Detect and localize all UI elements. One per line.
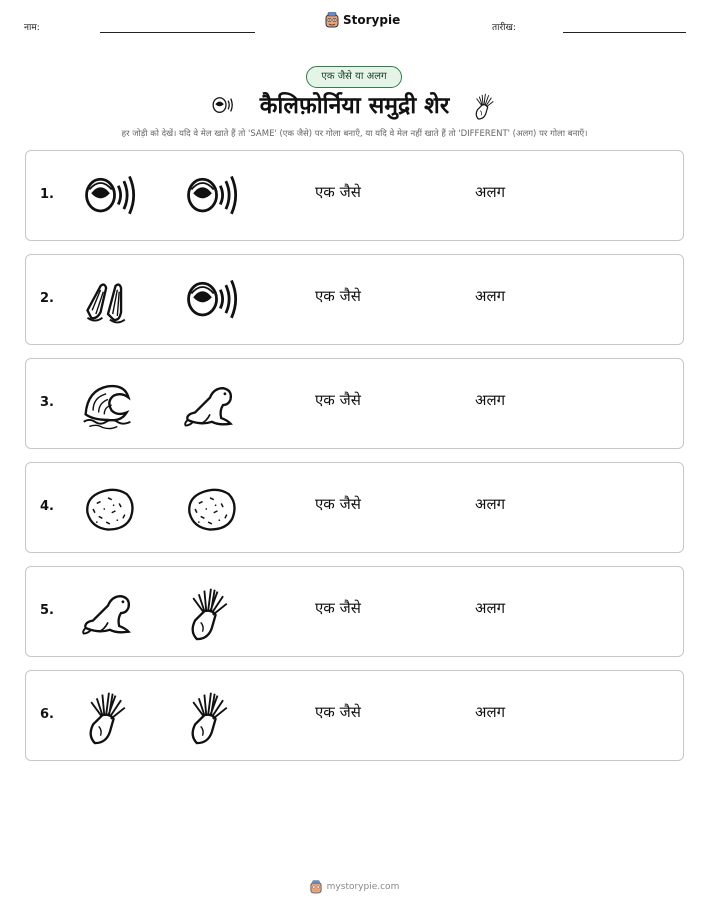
rock-icon (78, 481, 138, 537)
sea-lion-icon (180, 377, 240, 433)
question-number: 2. (40, 291, 54, 306)
question-row (25, 462, 684, 553)
question-number: 4. (40, 499, 54, 514)
question-number: 3. (40, 395, 54, 410)
brand (325, 12, 400, 28)
brand-name: Storypie (343, 13, 401, 27)
bark-icon (180, 169, 240, 225)
same-option[interactable]: एक जैसे (315, 495, 361, 513)
footer (0, 880, 709, 894)
footer-url: mystorypie.com (326, 882, 400, 892)
title-row (0, 88, 709, 124)
same-option[interactable]: एक जैसे (315, 287, 361, 305)
sea-anemone-icon (470, 91, 498, 125)
question-number: 1. (40, 187, 54, 202)
instructions: हर जोड़ी को देखें। यदि वे मेल खाते हैं तो 'SAME' (एक जैसे) पर गोला बनाएँ, या यदि वे मेल नहीं खाते हैं तो 'DIFFERENT' (अलग) पर गोला बनाएँ। (121, 129, 588, 139)
question-row (25, 254, 684, 345)
storypie-logo-icon (325, 12, 339, 28)
rock-icon (180, 481, 240, 537)
bark-icon (78, 169, 138, 225)
same-option[interactable]: एक जैसे (315, 391, 361, 409)
storypie-logo-icon (310, 880, 322, 894)
date-label: तारीख: (492, 23, 516, 33)
question-row (25, 150, 684, 241)
name-field[interactable] (100, 32, 255, 33)
same-option[interactable]: एक जैसे (315, 183, 361, 201)
date-field[interactable] (563, 32, 686, 33)
sea-anemone-icon (180, 585, 240, 641)
different-option[interactable]: अलग (475, 703, 506, 721)
bark-icon (180, 273, 240, 329)
question-row (25, 670, 684, 761)
page-title: कैलिफ़ोर्निया समुद्री शेर (259, 93, 450, 119)
same-option[interactable]: एक जैसे (315, 703, 361, 721)
wave-icon (78, 377, 138, 433)
question-row (25, 566, 684, 657)
flippers-icon (78, 273, 138, 329)
sea-lion-icon (78, 585, 138, 641)
question-number: 6. (40, 707, 54, 722)
name-label: नाम: (24, 23, 40, 33)
different-option[interactable]: अलग (475, 495, 506, 513)
different-option[interactable]: अलग (475, 599, 506, 617)
sea-anemone-icon (78, 689, 138, 745)
different-option[interactable]: अलग (475, 391, 506, 409)
sea-anemone-icon (180, 689, 240, 745)
same-option[interactable]: एक जैसे (315, 599, 361, 617)
question-row (25, 358, 684, 449)
worksheet-type-badge: एक जैसे या अलग (306, 66, 402, 88)
different-option[interactable]: अलग (475, 287, 506, 305)
different-option[interactable]: अलग (475, 183, 506, 201)
question-number: 5. (40, 603, 54, 618)
